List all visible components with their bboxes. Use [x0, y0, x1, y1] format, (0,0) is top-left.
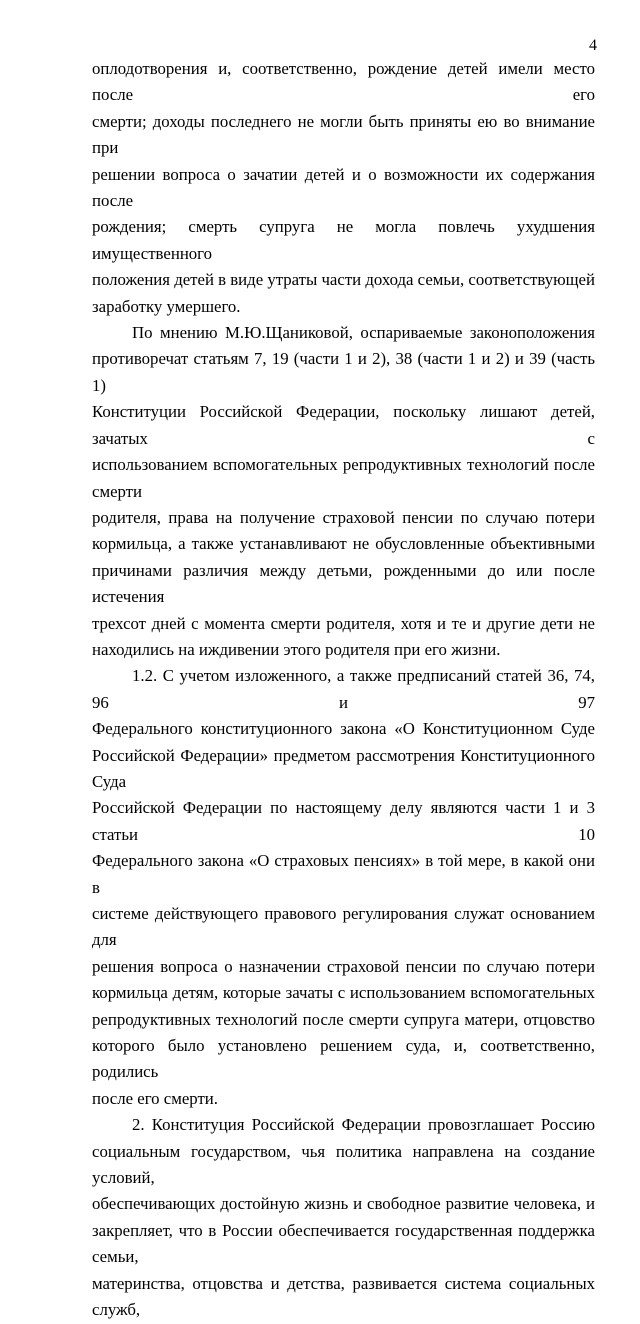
paragraph-line: положения детей в виде утраты части дохода семьи, соответствующей: [92, 270, 595, 290]
paragraph-line: системе действующего правового регулирования служат основанием для: [92, 904, 595, 950]
paragraph-line: смерти; доходы последнего не могли быть приняты ею во внимание при: [92, 111, 595, 158]
paragraph-line: Федерального конституционного закона «О Конституционном Суде: [92, 719, 595, 739]
paragraph-line: репродуктивных технологий после смерти супруга матери, отцовство: [92, 1009, 595, 1029]
paragraph-line: закрепляет, что в России обеспечивается государственная поддержка семьи,: [92, 1220, 595, 1267]
paragraph-line: родителя, права на получение страховой пенсии по случаю потери: [92, 507, 595, 527]
paragraph-line: трехсот дней с момента смерти родителя, хотя и те и другие дети не: [92, 613, 595, 633]
paragraph-line: Федерального закона «О страховых пенсиях» в той мере, в какой они в: [92, 851, 595, 897]
paragraph-line: кормильца, а также устанавливают не обусловленные объективными: [92, 534, 595, 554]
paragraph-line: кормильца детям, которые зачаты с использованием вспомогательных: [92, 983, 595, 1003]
paragraph-line: социальным государством, чья политика направлена на создание условий,: [92, 1141, 595, 1188]
paragraph-line: решения вопроса о назначении страховой пенсии по случаю потери: [92, 956, 595, 976]
paragraph-line: находились на иждивении этого родителя при его жизни.: [92, 639, 501, 659]
page-number: 4: [589, 37, 597, 54]
paragraph-line: заработку умершего.: [92, 296, 241, 316]
paragraph-line: после его смерти.: [92, 1088, 218, 1108]
paragraph-line: причинами различия между детьми, рожденными до или после истечения: [92, 560, 595, 607]
paragraph-line: которого было установлено решением суда, и, соответственно, родились: [92, 1036, 595, 1082]
paragraph-line: Российской Федерации» предметом рассмотрения Конституционного Суда: [92, 745, 595, 791]
paragraph-line: противоречат статьям 7, 19 (части 1 и 2), 38 (части 1 и 2) и 39 (часть 1): [92, 349, 595, 395]
paragraph-line: рождения; смерть супруга не могла повлечь ухудшения имущественного: [92, 217, 595, 263]
paragraph-line: обеспечивающих достойную жизнь и свободное развитие человека, и: [92, 1194, 595, 1214]
paragraph-line: оплодотворения и, соответственно, рождение детей имели место после его: [92, 59, 595, 105]
paragraph-line: материнства, отцовства и детства, развивается система социальных служб,: [92, 1273, 595, 1320]
paragraph-line: Российской Федерации по настоящему делу являются части 1 и 3 статьи 10: [92, 798, 595, 844]
paragraph-line: По мнению М.Ю.Щаниковой, оспариваемые законоположения: [132, 323, 595, 343]
paragraph-line: 1.2. С учетом изложенного, а также предписаний статей 36, 74, 96 и 97: [92, 666, 595, 712]
document-body: [92, 56, 595, 1324]
paragraph-line: решении вопроса о зачатии детей и о возможности их содержания после: [92, 164, 595, 211]
paragraph-line: Конституции Российской Федерации, поскольку лишают детей, зачатых с: [92, 402, 595, 448]
paragraph-line: 2. Конституция Российской Федерации провозглашает Россию: [132, 1115, 595, 1135]
paragraph-line: использованием вспомогательных репродуктивных технологий после смерти: [92, 455, 595, 501]
